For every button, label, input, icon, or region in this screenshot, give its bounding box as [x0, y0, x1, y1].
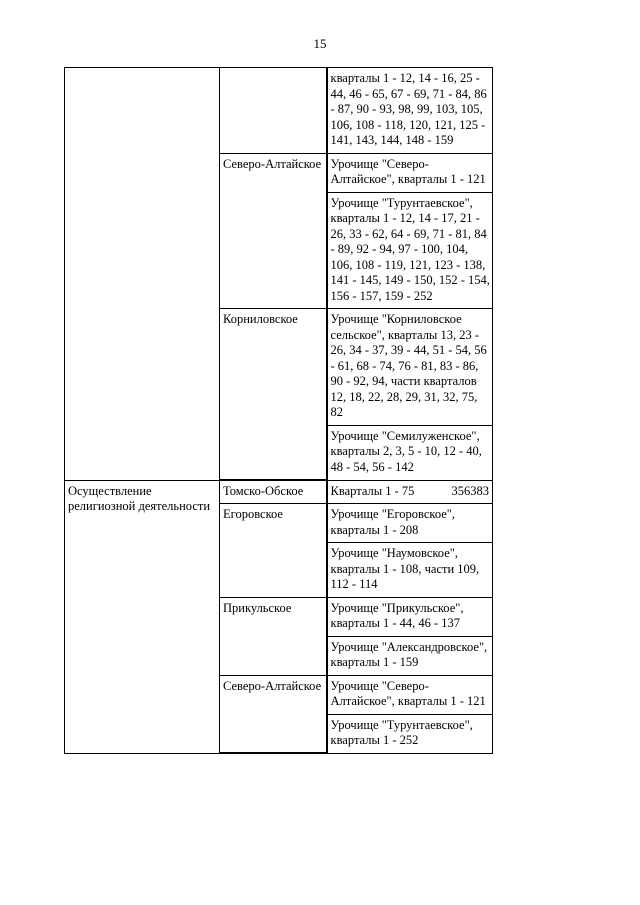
area-cell: [220, 68, 327, 153]
table-row: [65, 480, 596, 754]
area-cell: Корниловское: [220, 309, 327, 480]
sites-cell: Кварталы 1 - 75: [327, 481, 493, 504]
sites-cell: Урочище "Северо-Алтайское", кварталы 1 - 121: [327, 675, 493, 714]
sites-cell: кварталы 1 - 12, 14 - 16, 25 - 44, 46 - 65, 67 - 69, 71 - 84, 86 - 87, 90 - 93, 98, 99, 103, 105, 106, 108 - 118, 120, 121, 125 - 141, 143, 144, 148 - 159: [327, 68, 493, 153]
sites-cell: Урочище "Турунтаевское", кварталы 1 - 252: [327, 714, 493, 753]
category-cell: [65, 68, 220, 481]
forest-use-table: [64, 67, 596, 754]
sites-cell: Урочище "Прикульское", кварталы 1 - 44, 46 - 137: [327, 597, 493, 636]
sites-cell: Урочище "Корниловское сельское", кварталы 13, 23 - 26, 34 - 37, 39 - 44, 51 - 54, 56 - 61, 68 - 74, 76 - 81, 83 - 86, 90 - 92, 94, части кварталов 12, 18, 22, 28, 29, 31, 32, 75, 82: [327, 309, 493, 426]
area-cell: Северо-Алтайское: [220, 153, 327, 309]
table-row: [65, 68, 596, 481]
area-sites-block: [220, 68, 490, 481]
area-cell: Прикульское: [220, 597, 327, 675]
sites-cell: Урочище "Егоровское", кварталы 1 - 208: [327, 504, 493, 543]
area-cell: Томско-Обское: [220, 481, 327, 504]
area-cell: Северо-Алтайское: [220, 675, 327, 753]
sites-cell: Урочище "Северо-Алтайское", кварталы 1 - 121: [327, 153, 493, 192]
table-row: [220, 597, 493, 636]
category-cell: Осуществление религиозной деятельности: [65, 480, 220, 754]
sites-cell: Урочище "Наумовское", кварталы 1 - 108, части 109, 112 - 114: [327, 543, 493, 598]
sites-cell: Урочище "Семилуженское", кварталы 2, 3, 5 - 10, 12 - 40, 48 - 54, 56 - 142: [327, 425, 493, 479]
page-number: 15: [313, 36, 327, 51]
area-cell: Егоровское: [220, 504, 327, 598]
sites-cell: Урочище "Турунтаевское", кварталы 1 - 12, 14 - 17, 21 - 26, 33 - 62, 64 - 69, 71 - 81, 84 - 89, 92 - 94, 97 - 100, 104, 106, 108 - 119, 121, 123 - 138, 141 - 145, 149 - 150, 152 - 154, 156 - 157, 159 - 252: [327, 192, 493, 309]
table-row: [220, 68, 493, 153]
sites-cell: Урочище "Александровское", кварталы 1 - 159: [327, 636, 493, 675]
value-cell: 356383: [327, 480, 493, 754]
